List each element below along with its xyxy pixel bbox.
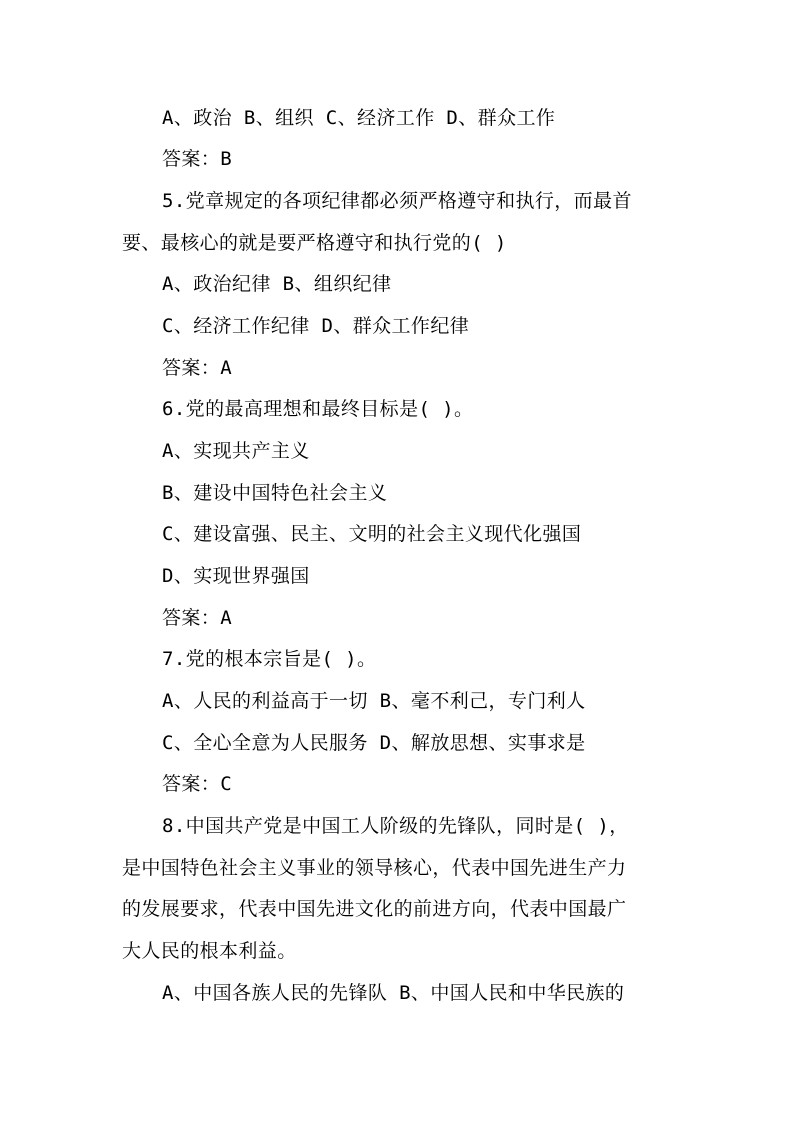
- q5-options-line-2: C、经济工作纪律 D、群众工作纪律: [162, 315, 470, 337]
- q7-question: 7.党的根本宗旨是( )。: [162, 648, 377, 670]
- q6-option-a: A、实现共产主义: [162, 440, 310, 462]
- q6-question: 6.党的最高理想和最终目标是( )。: [162, 398, 474, 420]
- q4-options-line: A、政治 B、组织 C、经济工作 D、群众工作: [162, 107, 556, 129]
- q8-question-line-2: 是中国特色社会主义事业的领导核心，代表中国先进生产力: [122, 857, 627, 879]
- q4-answer: 答案：B: [162, 148, 233, 170]
- q8-question-line-3: 的发展要求，代表中国先进文化的前进方向，代表中国最广: [122, 898, 627, 920]
- q8-options-line-1: A、中国各族人民的先锋队 B、中国人民和中华民族的: [162, 982, 625, 1004]
- q7-options-line-2: C、全心全意为人民服务 D、解放思想、实事求是: [162, 732, 586, 754]
- q7-answer: 答案：C: [162, 773, 233, 795]
- q5-options-line-1: A、政治纪律 B、组织纪律: [162, 273, 392, 295]
- q5-answer: 答案：A: [162, 357, 233, 379]
- q8-question-line-4: 大人民的根本利益。: [122, 940, 297, 962]
- q7-options-line-1: A、人民的利益高于一切 B、毫不利己，专门利人: [162, 690, 586, 712]
- q6-option-b: B、建设中国特色社会主义: [162, 482, 388, 504]
- q5-question-line-1: 5.党章规定的各项纪律都必须严格遵守和执行，而最首: [162, 190, 632, 212]
- q6-option-d: D、实现世界强国: [162, 565, 310, 587]
- q8-question-line-1: 8.中国共产党是中国工人阶级的先锋队，同时是( )，: [162, 815, 629, 837]
- q6-answer: 答案：A: [162, 607, 233, 629]
- q5-question-line-2: 要、最核心的就是要严格遵守和执行党的( ): [122, 232, 507, 254]
- q6-option-c: C、建设富强、民主、文明的社会主义现代化强国: [162, 523, 582, 545]
